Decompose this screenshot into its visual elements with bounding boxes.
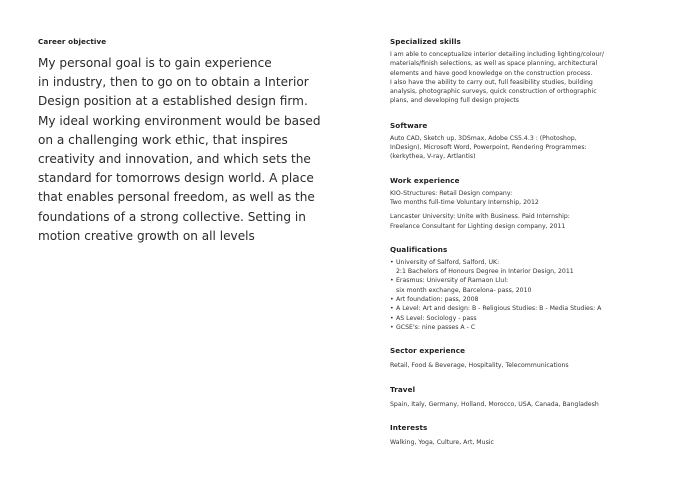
bullet-icon: • xyxy=(390,314,394,322)
interests-section xyxy=(390,423,660,447)
qualification-item xyxy=(390,295,660,304)
specialized-skills-text xyxy=(390,50,660,106)
bullet-icon: • xyxy=(390,305,394,313)
skills-line: I also have the ability to carry out, full feasibility studies, building xyxy=(390,78,593,86)
qualification-text: GCSE's: nine passes A - C xyxy=(396,323,476,331)
qualification-item xyxy=(390,276,660,285)
career-objective-heading: Career objective xyxy=(38,37,107,46)
software-line: InDesign), Microsoft Word, Powerpoint, Rendering Programmes: xyxy=(390,144,587,152)
work-entry xyxy=(390,189,660,208)
software-text xyxy=(390,134,660,162)
work-entry xyxy=(390,212,660,231)
software-line: Auto CAD, Sketch up, 3DSmax, Adobe CS5.4.3 : (Photoshop, xyxy=(390,134,577,142)
bullet-icon: • xyxy=(390,258,394,266)
travel-heading: Travel xyxy=(390,384,416,394)
specialized-skills-heading: Specialized skills xyxy=(390,37,461,46)
sector-experience-section xyxy=(390,346,660,370)
skills-line: materials/finish selections, as well as space planning, architectural xyxy=(390,60,598,68)
interests-heading: Interests xyxy=(390,422,428,432)
objective-line: Design position at a established design firm. xyxy=(38,94,308,109)
skills-line: analysis, photographic surveys, quick construction of orthographic xyxy=(390,88,597,96)
work-line: Two months full-time Voluntary Internship, 2012 xyxy=(390,198,539,206)
software-section xyxy=(390,121,660,162)
objective-line: foundations of a strong collective. Setting in xyxy=(38,209,306,224)
qualifications-list xyxy=(390,258,660,332)
software-line: (kerkythea, V-ray, Artlantis) xyxy=(390,153,476,161)
objective-line: in industry, then to go on to obtain a Interior xyxy=(38,75,309,90)
interests-text: Walking, Yoga, Culture, Art, Music xyxy=(390,438,494,446)
objective-line: standard for tomorrows design world. A place xyxy=(38,171,314,186)
specialized-skills-section xyxy=(390,37,660,106)
work-line: Lancaster University: Unite with Business. Paid Internship: xyxy=(390,213,570,221)
objective-line: motion creative growth on all levels xyxy=(38,228,255,243)
bullet-icon: • xyxy=(390,277,394,285)
objective-line: My ideal working environment would be based xyxy=(38,113,321,128)
skills-line: I am able to conceptualize interior detailing including lighting/colour/ xyxy=(390,51,604,58)
work-line: KIO-Structures: Retail Design company: xyxy=(390,189,513,197)
work-experience-section xyxy=(390,176,660,231)
objective-line: creativity and innovation, and which sets the xyxy=(38,151,311,166)
skills-line: elements and have good knowledge on the construction process. xyxy=(390,69,593,77)
qualification-text: A Level: Art and design: B - Religious Studies: B - Media Studies: A xyxy=(396,305,602,313)
sector-experience-text: Retail, Food & Beverage, Hospitality, Telecommunications xyxy=(390,362,569,370)
career-objective-text xyxy=(38,54,338,246)
qualification-item xyxy=(390,258,660,267)
software-heading: Software xyxy=(390,120,428,130)
qualifications-heading: Qualifications xyxy=(390,244,448,254)
bullet-icon: • xyxy=(390,323,394,331)
work-line: Freelance Consultant for Lighting design company, 2011 xyxy=(390,222,566,230)
qualification-text: University of Salford, Salford, UK: xyxy=(396,258,500,266)
qualification-text: Art foundation: pass, 2008 xyxy=(396,296,479,304)
travel-text: Spain, Italy, Germany, Holland, Morocco, USA, Canada, Bangladesh xyxy=(390,400,599,408)
qualification-subtext: 2:1 Bachelors of Honours Degree in Interior Design, 2011 xyxy=(396,268,574,276)
bullet-icon: • xyxy=(390,296,394,304)
work-experience-heading: Work experience xyxy=(390,175,460,185)
objective-line: My personal goal is to gain experience xyxy=(38,56,272,70)
qualification-item xyxy=(390,314,660,323)
cv-details-column xyxy=(390,37,660,447)
qualifications-section xyxy=(390,245,660,332)
qualification-item xyxy=(390,304,660,313)
objective-line: that enables personal freedom, as well as the xyxy=(38,190,315,205)
qualification-text: AS Level: Sociology - pass xyxy=(396,314,477,322)
objective-line: on a challenging work ethic, that inspires xyxy=(38,132,288,147)
skills-line: plans, and developing full design projects xyxy=(390,97,519,105)
career-objective-section xyxy=(38,37,338,246)
qualification-subtext: six month exchange, Barcelona- pass, 2010 xyxy=(396,286,532,294)
qualification-text: Erasmus: University of Ramaon Llul: xyxy=(396,277,509,285)
qualification-item xyxy=(390,323,660,332)
sector-experience-heading: Sector experience xyxy=(390,346,466,356)
travel-section xyxy=(390,385,660,409)
